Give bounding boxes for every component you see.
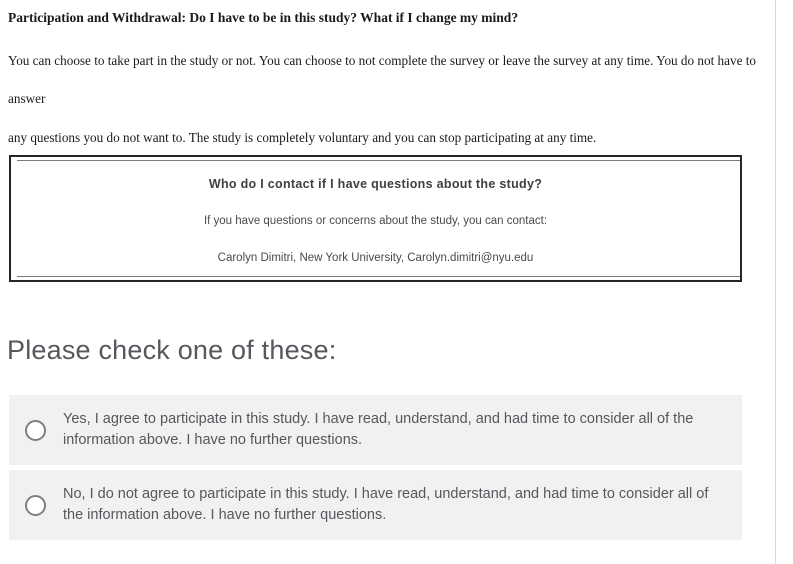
consent-options-group: [9, 394, 742, 541]
contact-box-contact-details: Carolyn Dimitri, New York University, Carolyn.dimitri@nyu.edu: [217, 252, 534, 264]
participation-paragraph-line-2: any questions you do not want to. The study is completely voluntary and you can stop participating at any time.: [8, 129, 597, 145]
question-heading: Please check one of these:: [7, 335, 337, 365]
option-label-agree: Yes, I agree to participate in this study. I have read, understand, and had time to consider all of the information above. I have no further questions.: [63, 411, 694, 448]
contact-box-title: Who do I contact if I have questions about the study?: [208, 177, 543, 191]
option-label-disagree: No, I do not agree to participate in this study. I have read, understand, and had time to consider all of the information above. I have no further questions.: [63, 486, 709, 523]
participation-paragraph-line-1: You can choose to take part in the study or not. You can choose to not complete the survey or leave the survey at any time. You do not have to answer: [8, 53, 757, 107]
radio-disagree[interactable]: [25, 495, 46, 516]
contact-info-box: [9, 155, 742, 282]
option-row-agree[interactable]: [9, 394, 742, 466]
contact-box-subtitle: If you have questions or concerns about the study, you can contact:: [203, 215, 548, 227]
page-right-divider: [775, 0, 776, 564]
participation-heading: Participation and Withdrawal: Do I have to be in this study? What if I change my mind?: [8, 10, 519, 25]
radio-agree[interactable]: [25, 420, 46, 441]
participation-section: [0, 0, 793, 157]
option-row-disagree[interactable]: [9, 469, 742, 541]
